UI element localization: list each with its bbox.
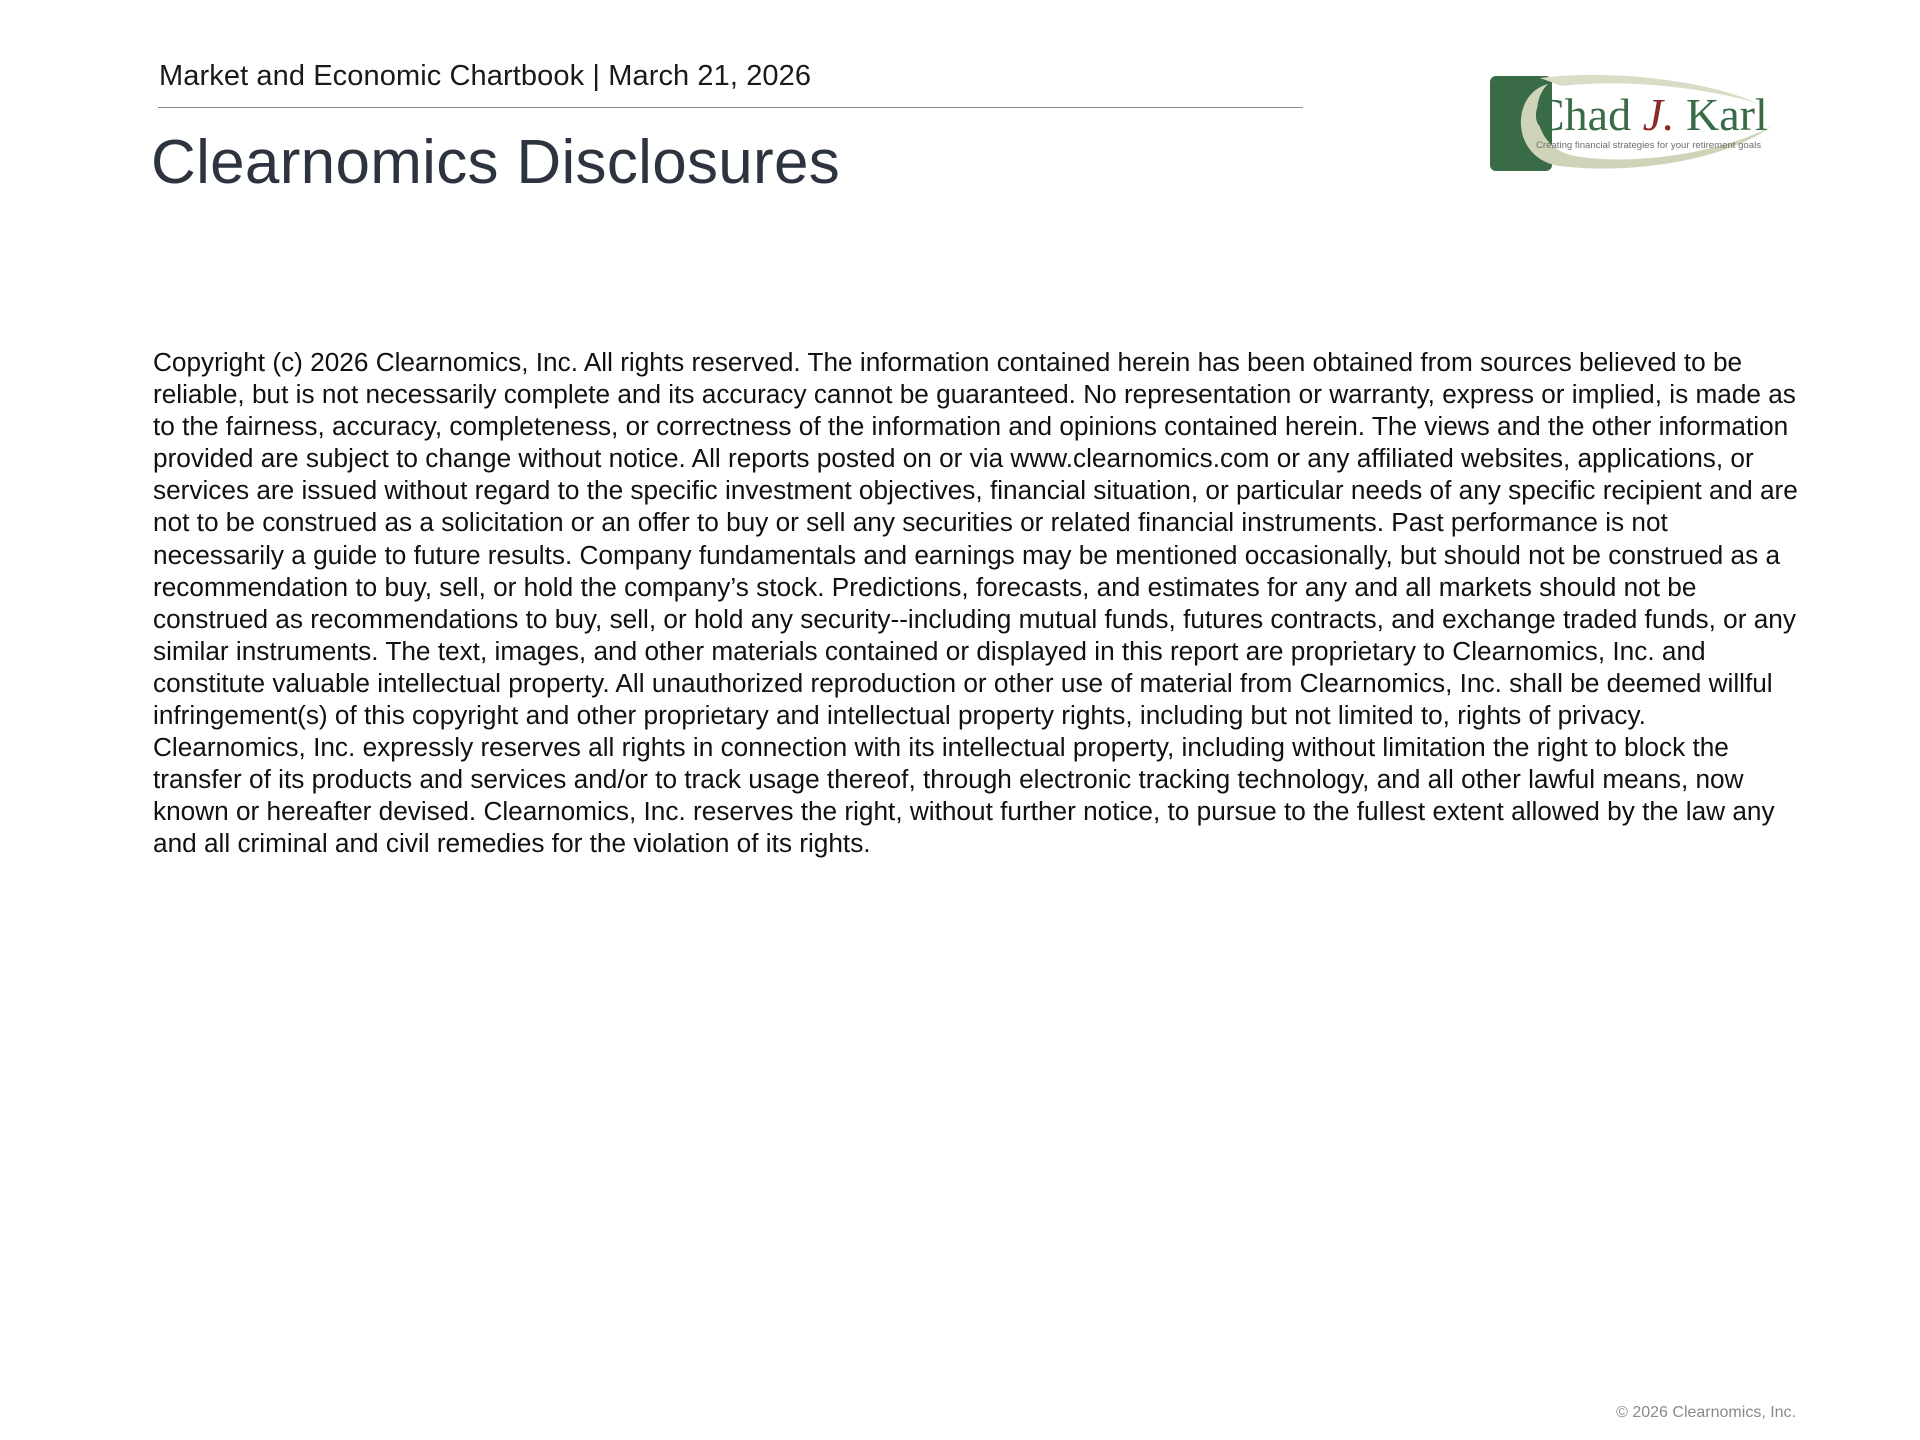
logo-name-first: Chad bbox=[1534, 89, 1632, 140]
chartbook-header bbox=[159, 60, 811, 93]
footer-copyright: © 2026 Clearnomics, Inc. bbox=[1616, 1404, 1796, 1421]
logo-tagline: Creating financial strategies for your retirement goals bbox=[1536, 140, 1762, 151]
chartbook-date: March 21, 2026 bbox=[608, 60, 812, 92]
header-divider bbox=[158, 107, 1303, 108]
company-logo bbox=[1490, 74, 1780, 174]
chartbook-title: Market and Economic Chartbook bbox=[159, 60, 585, 92]
logo-name bbox=[1534, 89, 1768, 140]
header-separator: | bbox=[592, 60, 601, 92]
disclosure-text: Copyright (c) 2026 Clearnomics, Inc. All rights reserved. The information contained herein has been obtained from sources believed to be reliable, but is not necessarily complete and its accuracy cannot be guaranteed. No representation or warranty, express or implied, is made as to the fairness, accuracy, completeness, or correctness of the information and opinions contained herein. The views and the other information provided are subject to change without notice. All reports posted on or via www.clearnomics.com or any affiliated websites, applications, or services are issued without regard to the specific investment objectives, financial situation, or particular needs of any specific recipient and are not to be construed as a solicitation or an offer to buy or sell any securities or related financial instruments. Past performance is not necessarily a guide to future results. Company fundamentals and earnings may be mentioned occasionally, but should not be construed as a recommendation to buy, sell, or hold the company’s stock. Predictions, forecasts, and estimates for any and all markets should not be construed as recommendations to buy, sell, or hold any security--including mutual funds, futures contracts, and exchange traded funds, or any similar instruments. The text, images, and other materials contained or displayed in this report are proprietary to Clearnomics, Inc. and constitute valuable intellectual property. All unauthorized reproduction or other use of material from Clearnomics, Inc. shall be deemed willful infringement(s) of this copyright and other proprietary and intellectual property rights, including but not limited to, rights of privacy. Clearnomics, Inc. expressly reserves all rights in connection with its intellectual property, including without limitation the right to block the transfer of its products and services and/or to track usage thereof, through electronic tracking technology, and all other lawful means, now known or hereafter devised. Clearnomics, Inc. reserves the right, without further notice, to pursue to the fullest extent allowed by the law any and all criminal and civil remedies for the violation of its rights. bbox=[153, 347, 1798, 859]
page-title: Clearnomics Disclosures bbox=[151, 128, 841, 197]
logo-name-initial: J. bbox=[1642, 89, 1675, 140]
logo-name-last: Karl bbox=[1686, 89, 1768, 140]
